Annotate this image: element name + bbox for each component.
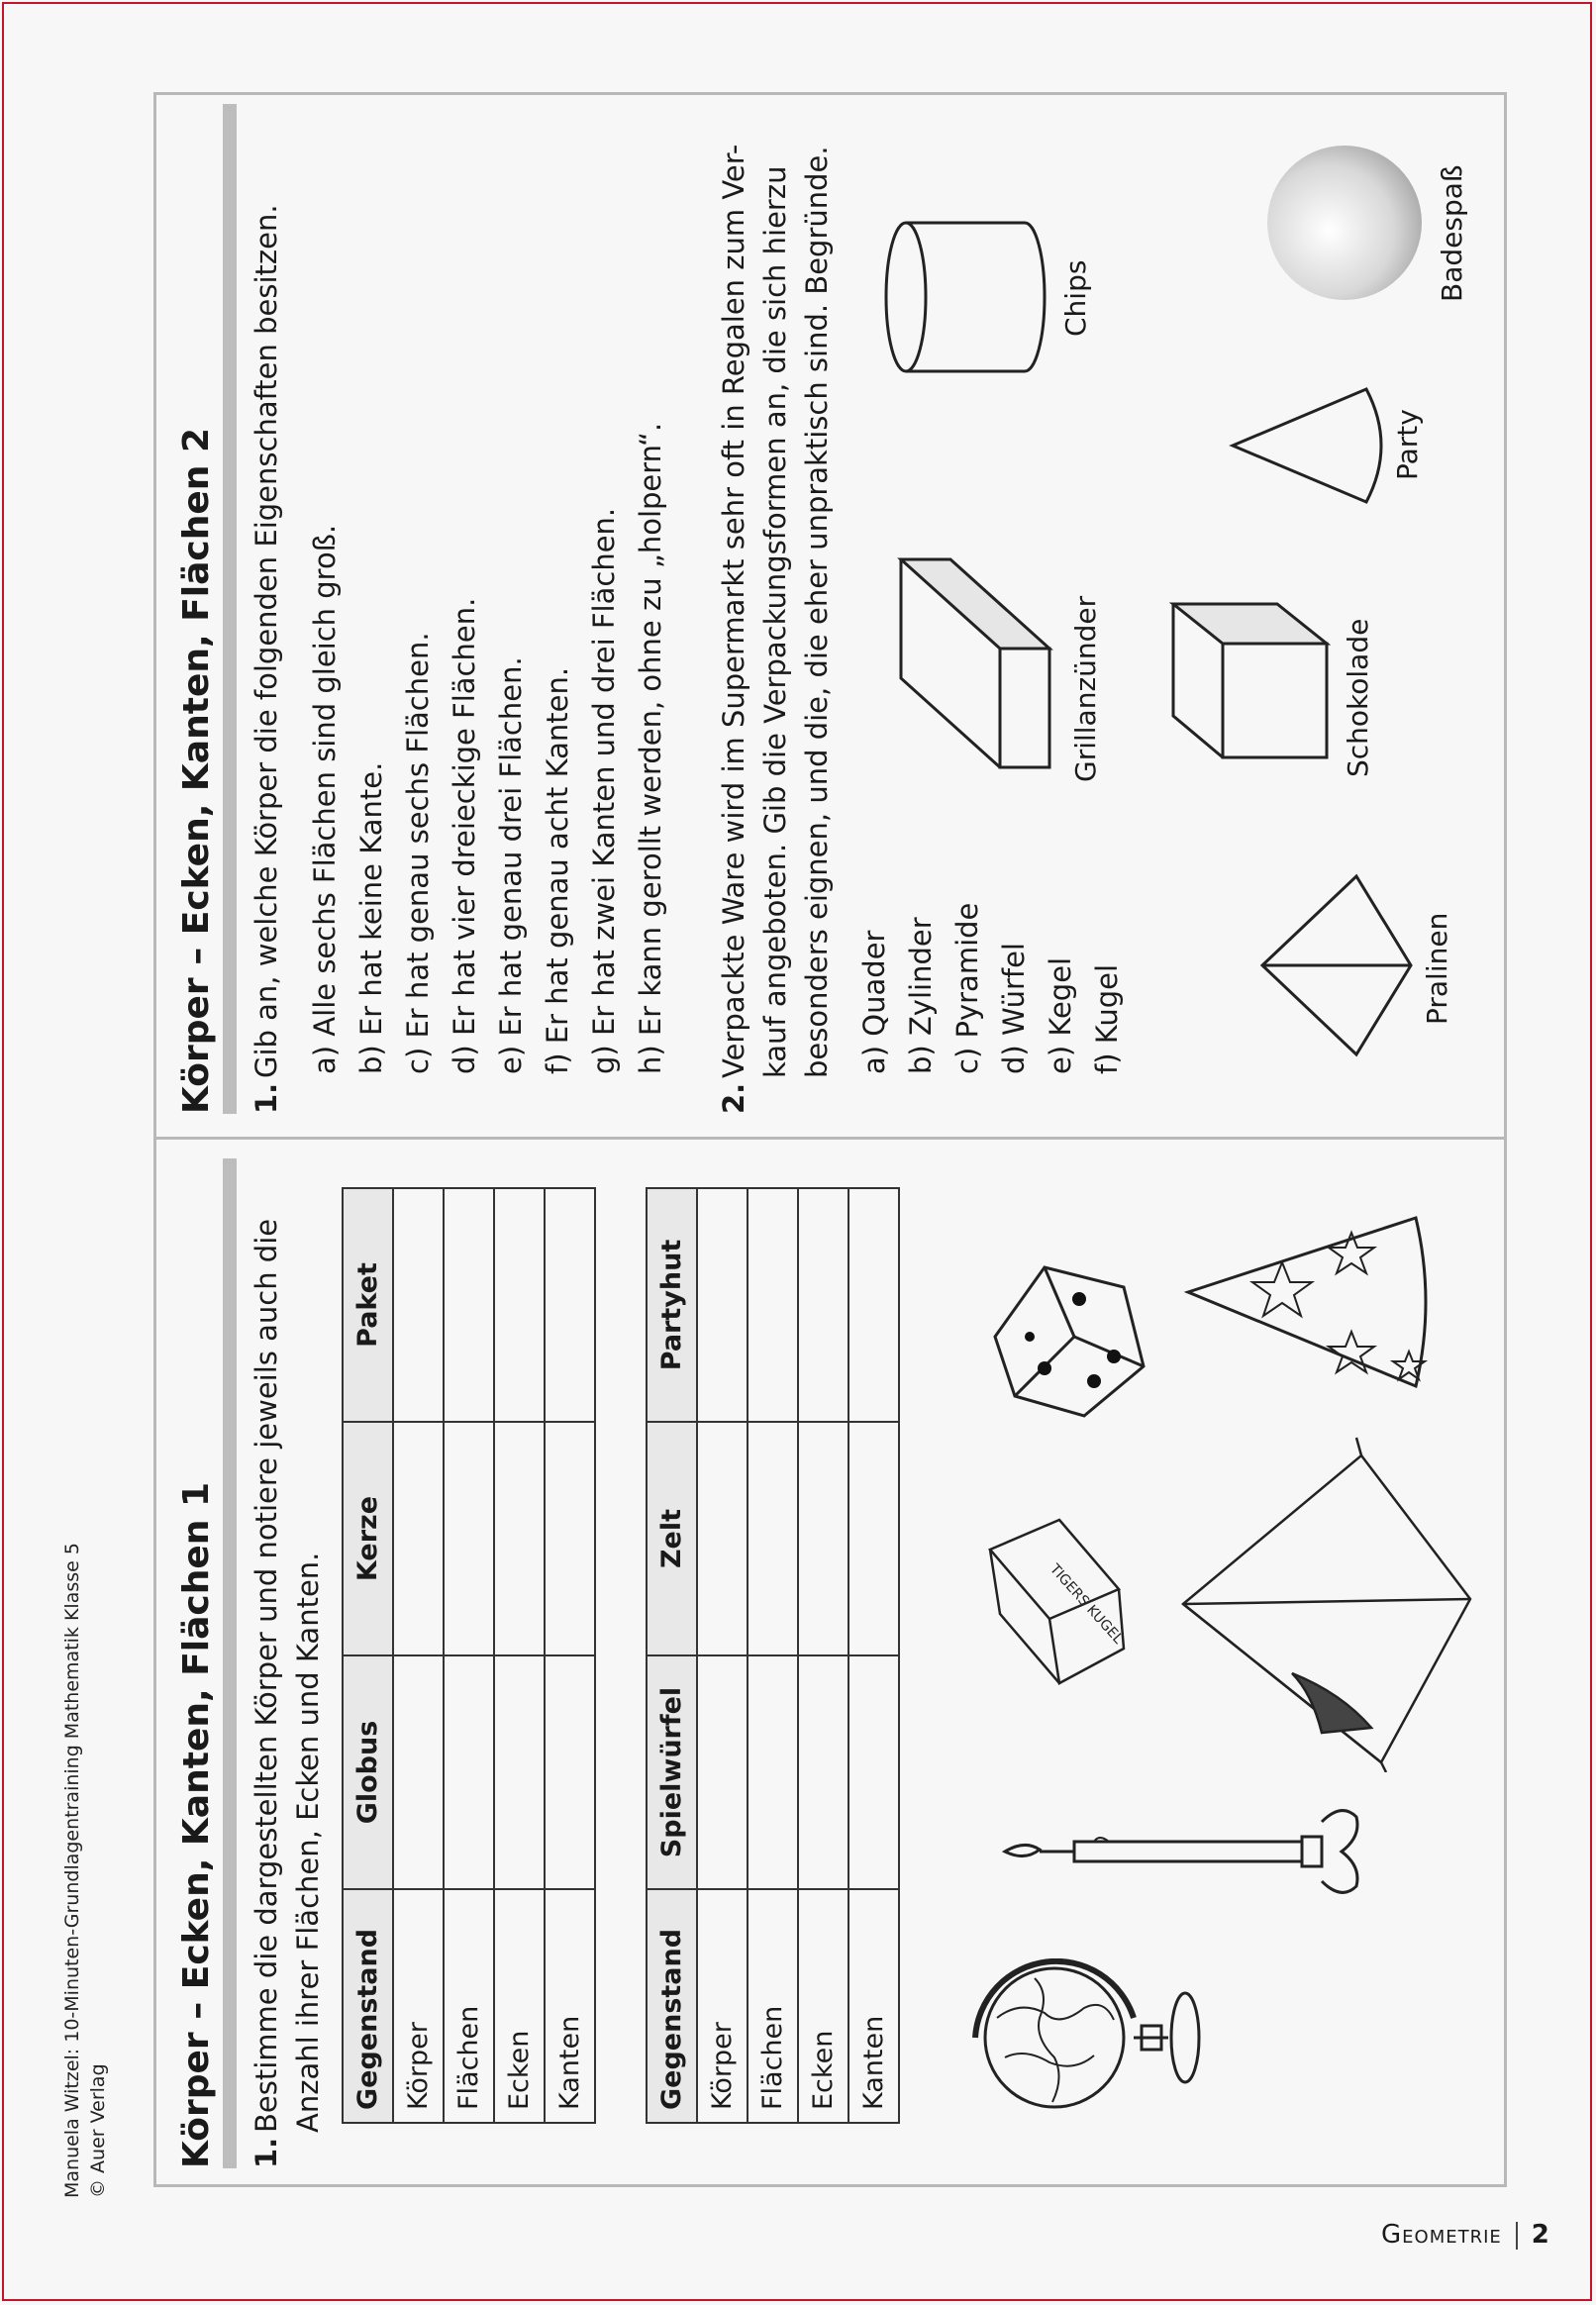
table2-cell[interactable] <box>798 1188 848 1422</box>
table1-cell[interactable] <box>494 1188 545 1422</box>
sheet1-task1 <box>246 1149 329 2168</box>
sheet2-task2-items <box>851 777 1131 1074</box>
credit <box>59 812 111 2198</box>
sphere-icon <box>1265 144 1424 302</box>
worksheet-divider <box>153 1137 1507 1140</box>
table1-row-label-1: Flächen <box>444 1889 494 2123</box>
footer-section: Geometrie <box>1381 2220 1502 2250</box>
table1-cell[interactable] <box>545 1655 595 1889</box>
table2-header-1: Spielwürfel <box>647 1655 697 1889</box>
page-number: 2 <box>1531 2220 1549 2250</box>
sheet1-title <box>176 1158 237 2168</box>
sheet2-task2-line3: besonders eignen, und die, die eher unpraktisch sind. Begründe. <box>800 146 834 1078</box>
sheet2-task1-number: 1. <box>249 1082 283 1114</box>
sheet1-table1 <box>342 1187 596 2124</box>
label-grillanzuender: Grillanzünder <box>1069 595 1102 782</box>
table1-header-2: Kerze <box>343 1422 393 1655</box>
pyramid-icon <box>1257 871 1416 1059</box>
footer-separator <box>1516 2222 1518 2250</box>
table1-cell[interactable] <box>545 1188 595 1422</box>
table2-cell[interactable] <box>697 1188 748 1422</box>
table1-cell[interactable] <box>393 1655 444 1889</box>
table1-cell[interactable] <box>545 1422 595 1655</box>
sheet2-task2-line2: kauf angeboten. Gib die Verpackungsformen an, die sich hierzu <box>758 165 792 1078</box>
table1-cell[interactable] <box>494 1422 545 1655</box>
cone-icon <box>1228 381 1386 510</box>
label-schokolade: Schokolade <box>1342 618 1374 777</box>
sheet2-task1-items <box>302 84 674 1074</box>
table2-cell[interactable] <box>848 1422 899 1655</box>
sheet2-title-text: Körper – Ecken, Kanten, Flächen 2 <box>176 104 237 1114</box>
table1-cell[interactable] <box>494 1655 545 1889</box>
sheet1-title-text: Körper – Ecken, Kanten, Flächen 1 <box>176 1158 237 2168</box>
sheet1-task1-line1: Bestimme die dargestellten Körper und notiere jeweils auch die <box>249 1218 283 2133</box>
task1-item-h: h) Er kann gerollt werden, ohne zu „holpern“. <box>634 422 667 1074</box>
table2-cell[interactable] <box>748 1422 798 1655</box>
task1-item-c: c) Er hat genau sechs Flächen. <box>401 632 435 1074</box>
table2-header-2: Zelt <box>647 1422 697 1655</box>
credit-author: Manuela Witzel: 10-Minuten-Grundlagentraining Mathematik Klasse 5 <box>61 1543 83 2198</box>
task1-item-d: d) Er hat vier dreieckige Flächen. <box>448 597 481 1074</box>
table1-header-0: Gegenstand <box>343 1889 393 2123</box>
sheet2-task1 <box>246 94 287 1114</box>
table2-cell[interactable] <box>848 1655 899 1889</box>
label-chips: Chips <box>1059 259 1092 337</box>
table2-row-label-2: Ecken <box>798 1889 848 2123</box>
label-party: Party <box>1391 409 1424 480</box>
table2-cell[interactable] <box>748 1188 798 1422</box>
sheet1-task1-line2: Anzahl ihrer Flächen, Ecken und Kanten. <box>291 1552 325 2133</box>
table2-row-label-0: Körper <box>697 1889 748 2123</box>
sheet2-task2-line1: Verpackte Ware wird im Supermarkt sehr oft in Regalen zum Ver- <box>717 144 750 1078</box>
task2-item-e: e) Kegel <box>1044 956 1077 1074</box>
cylinder-icon <box>881 213 1049 381</box>
table2-cell[interactable] <box>697 1422 748 1655</box>
table2-cell[interactable] <box>748 1655 798 1889</box>
table1-cell[interactable] <box>444 1422 494 1655</box>
table2-row-label-3: Kanten <box>848 1889 899 2123</box>
table2-cell[interactable] <box>697 1655 748 1889</box>
page-footer <box>1381 2220 1549 2250</box>
table1-cell[interactable] <box>444 1188 494 1422</box>
task2-item-a: a) Quader <box>857 930 891 1074</box>
party-hat-icon <box>1183 1213 1441 1396</box>
die-icon <box>985 1257 1153 1426</box>
credit-publisher: © Auer Verlag <box>87 2063 109 2198</box>
task1-item-e: e) Er hat genau drei Flächen. <box>494 656 528 1074</box>
task2-item-c: c) Pyramide <box>950 902 984 1074</box>
label-pralinen: Pralinen <box>1421 912 1453 1025</box>
package-icon <box>970 1510 1139 1708</box>
table1-cell[interactable] <box>444 1655 494 1889</box>
task2-item-b: b) Zylinder <box>904 917 938 1074</box>
table2-header-0: Gegenstand <box>647 1889 697 2123</box>
table1-row-label-0: Körper <box>393 1889 444 2123</box>
table1-header-1: Globus <box>343 1655 393 1889</box>
table2-cell[interactable] <box>798 1655 848 1889</box>
label-badespass: Badespaß <box>1436 164 1468 302</box>
table1-header-3: Paket <box>343 1188 393 1422</box>
task2-item-d: d) Würfel <box>997 943 1031 1074</box>
table1-row-label-2: Ecken <box>494 1889 545 2123</box>
sheet2-task2-number: 2. <box>717 1082 750 1114</box>
task2-item-f: f) Kugel <box>1090 963 1124 1074</box>
tent-icon <box>1173 1436 1500 1772</box>
table1-row-label-3: Kanten <box>545 1889 595 2123</box>
table2-header-3: Partyhut <box>647 1188 697 1422</box>
task1-item-g: g) Er hat zwei Kanten und drei Flächen. <box>587 507 621 1074</box>
package-label: TIGERS KUGEL <box>1047 1560 1127 1648</box>
sheet2-title <box>176 104 237 1114</box>
cube-icon <box>1168 599 1332 762</box>
table2-cell[interactable] <box>798 1422 848 1655</box>
candle-icon <box>1000 1792 1366 1911</box>
sheet2-task1-text: Gib an, welche Körper die folgenden Eigenschaften besitzen. <box>249 204 283 1078</box>
sheet2-task2 <box>713 94 838 1114</box>
sheet1-table2 <box>646 1187 900 2124</box>
task1-item-f: f) Er hat genau acht Kanten. <box>541 666 574 1074</box>
table1-cell[interactable] <box>393 1188 444 1422</box>
task1-item-b: b) Er hat keine Kante. <box>354 761 388 1074</box>
globe-icon <box>965 1958 1213 2117</box>
table1-cell[interactable] <box>393 1422 444 1655</box>
cuboid-icon <box>891 554 1059 772</box>
table2-row-label-1: Flächen <box>748 1889 798 2123</box>
task1-item-a: a) Alle sechs Flächen sind gleich groß. <box>308 524 342 1074</box>
sheet1-task1-number: 1. <box>249 2137 283 2168</box>
table2-cell[interactable] <box>848 1188 899 1422</box>
